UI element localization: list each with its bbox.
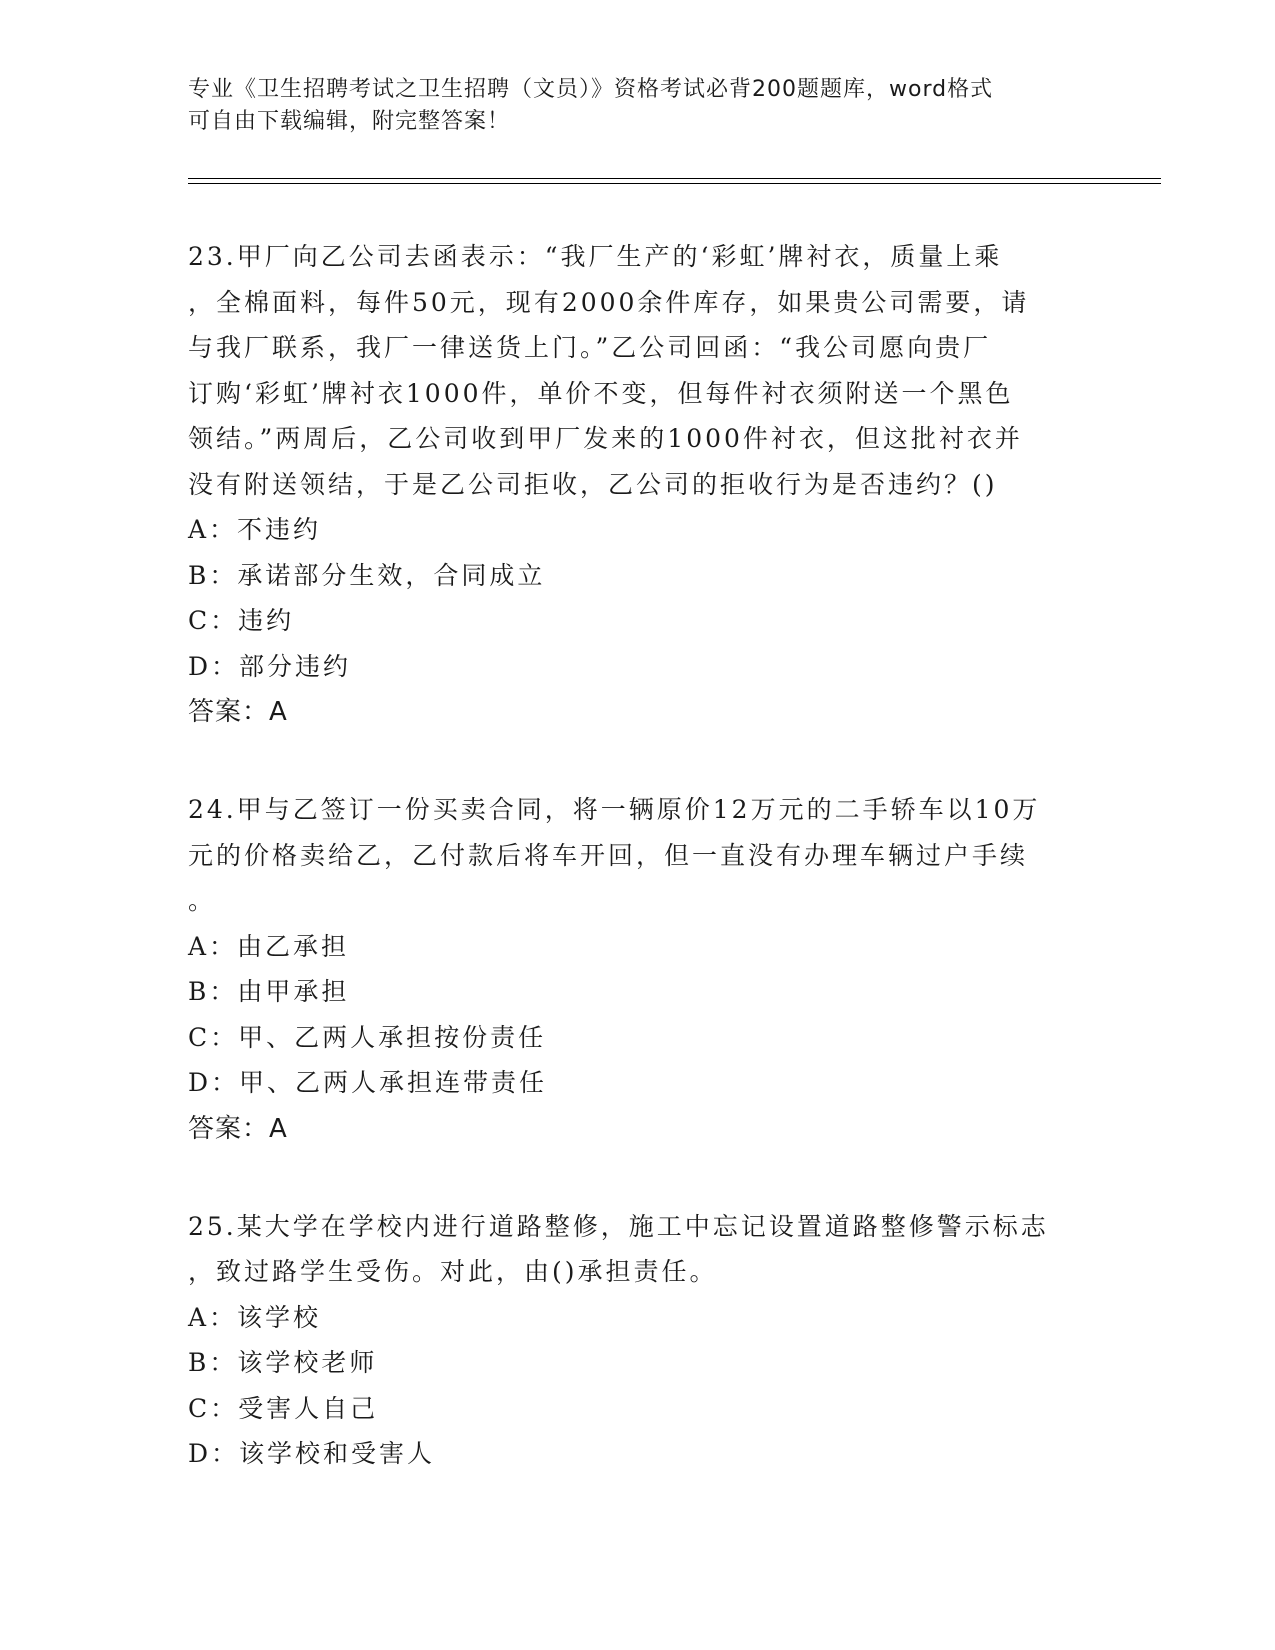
question-text-line: ，全棉面料，每件50元，现有2000余件库存，如果贵公司需要，请 — [188, 287, 1030, 317]
option-c: C：违约 — [188, 606, 295, 635]
question-text-line: 。 — [188, 886, 217, 915]
option-d: D：甲、乙两人承担连带责任 — [188, 1068, 548, 1097]
header-divider-bottom — [188, 183, 1161, 184]
question-text-line: 与我厂联系，我厂一律送货上门。”乙公司回函：“我公司愿向贵厂 — [188, 333, 992, 362]
header-line-1: 专业《卫生招聘考试之卫生招聘（文员）》资格考试必背200题题库，word格式 — [188, 77, 994, 102]
option-a: A：该学校 — [188, 1302, 322, 1332]
question-text-line: 没有附送领结，于是乙公司拒收，乙公司的拒收行为是否违约？() — [188, 469, 998, 499]
answer-line: 答案：A — [188, 1113, 288, 1144]
spacer — [188, 1152, 1088, 1204]
option-c: C：受害人自己 — [188, 1393, 379, 1423]
question-text-line: ，致过路学生受伤。对此，由()承担责任。 — [188, 1257, 718, 1286]
question-25 — [188, 1204, 1088, 1477]
spacer — [188, 735, 1088, 787]
header-divider-top — [188, 178, 1161, 179]
option-a: A：由乙承担 — [188, 931, 350, 961]
document-header — [188, 74, 1068, 138]
question-24 — [188, 787, 1088, 1152]
option-c: C：甲、乙两人承担按份责任 — [188, 1022, 547, 1052]
option-d: D：该学校和受害人 — [188, 1439, 436, 1468]
option-a: A：不违约 — [188, 515, 322, 544]
option-d: D：部分违约 — [188, 651, 352, 681]
question-text-line: 25.某大学在学校内进行道路整修，施工中忘记设置道路整修警示标志 — [188, 1211, 1049, 1241]
question-text-line: 23.甲厂向乙公司去函表示：“我厂生产的‘彩虹’牌衬衣，质量上乘 — [188, 242, 1003, 271]
question-23 — [188, 234, 1088, 735]
question-text-line: 元的价格卖给乙，乙付款后将车开回，但一直没有办理车辆过户手续 — [188, 840, 1029, 870]
question-text-line: 24.甲与乙签订一份买卖合同，将一辆原价12万元的二手轿车以10万 — [188, 795, 1041, 824]
question-text-line: 领结。”两周后，乙公司收到甲厂发来的1000件衬衣，但这批衬衣并 — [188, 424, 1023, 453]
header-line-2: 可自由下载编辑，附完整答案！ — [188, 109, 511, 134]
question-list — [188, 234, 1088, 1477]
option-b: B：承诺部分生效，合同成立 — [188, 560, 546, 590]
question-text-line: 订购‘彩虹’牌衬衣1000件，单价不变，但每件衬衣须附送一个黑色 — [188, 378, 1014, 408]
option-b: B：该学校老师 — [188, 1348, 378, 1377]
answer-line: 答案：A — [188, 697, 288, 727]
option-b: B：由甲承担 — [188, 977, 350, 1006]
